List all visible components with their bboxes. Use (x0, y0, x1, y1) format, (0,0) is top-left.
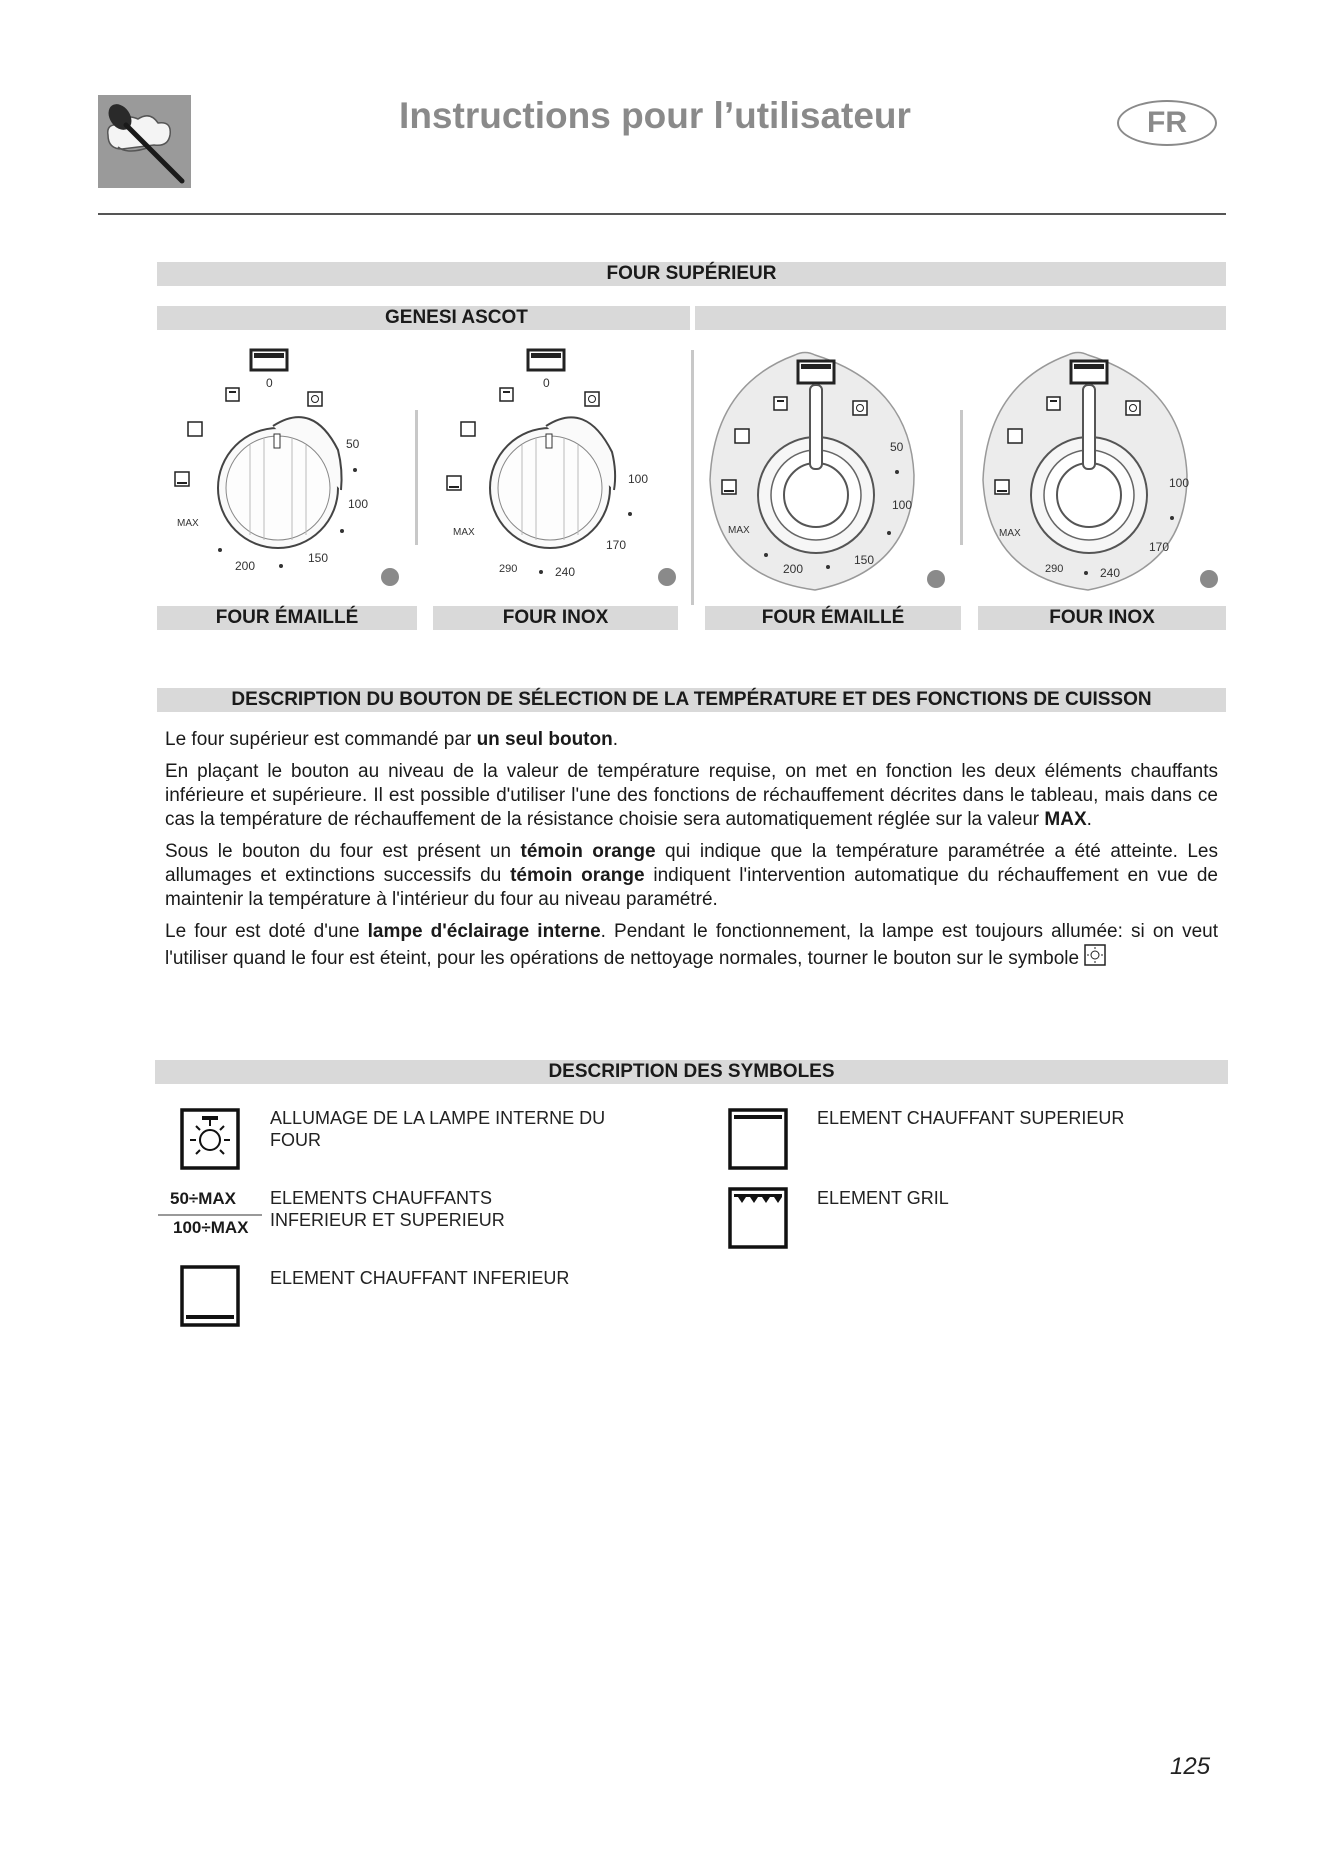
knob-mark-max: MAX (999, 528, 1021, 539)
knob-label: FOUR ÉMAILLÉ (705, 606, 961, 630)
temperature-knob-inox (440, 340, 690, 595)
knob-mark-150: 150 (308, 551, 329, 565)
description-body (165, 728, 1218, 979)
top-heating-element-icon (728, 1108, 788, 1170)
text: qui indique que la température paramétrée a été atteinte. Les allumages et extinctions successifs du (165, 841, 1218, 886)
knob-mark-240: 240 (1100, 566, 1121, 580)
knob-mark-50: 50 (346, 437, 360, 451)
symbol-label-lamp: ALLUMAGE DE LA LAMPE INTERNE DU FOUR (270, 1108, 606, 1150)
grill-element-icon (728, 1187, 788, 1249)
brand-title-bar (157, 306, 690, 330)
text: . (1086, 809, 1092, 830)
paragraph (165, 840, 1218, 912)
knob-mark-290: 290 (499, 563, 518, 575)
range-label-bottom: 100÷MAX (173, 1218, 249, 1237)
temperature-knob-enamel (163, 340, 413, 595)
logo (98, 95, 191, 188)
spoon-chef-hat-icon (98, 95, 191, 188)
bottom-heating-element-icon (180, 1265, 240, 1327)
symbol-label-top-element: ELEMENT CHAUFFANT SUPERIEUR (817, 1108, 1125, 1128)
lamp-icon (1084, 944, 1106, 966)
knob-mark-zero: 0 (266, 376, 273, 390)
indicator-light-icon (1200, 570, 1218, 588)
knob-mark-290: 290 (1045, 563, 1064, 575)
header-divider (98, 213, 1226, 215)
knob-mark-max: MAX (453, 527, 475, 538)
knob-mark-100: 100 (628, 472, 649, 486)
paragraph (165, 728, 1218, 752)
knob-mark-170: 170 (1149, 540, 1170, 554)
brand-title-bar-right (695, 306, 1226, 330)
divider (691, 350, 694, 605)
knob-mark-100: 100 (1169, 476, 1190, 490)
knob-mark-max: MAX (728, 525, 750, 536)
symbol-label-both-elements: ELEMENTS CHAUFFANTS INFERIEUR ET SUPERIEUR (270, 1188, 505, 1230)
divider (960, 410, 963, 545)
section-title-upper-oven: FOUR SUPÉRIEUR (157, 262, 1226, 286)
text: Le four est doté d'une (165, 921, 368, 942)
knob-label: FOUR ÉMAILLÉ (157, 606, 417, 630)
knob-label: FOUR INOX (978, 606, 1226, 630)
text: Sous le bouton du four est présent un (165, 841, 521, 862)
text: . Pendant le fonctionnement, la lampe est toujours allumée: si on veut l'utiliser quand le four est éteint, pour les opérations de nettoyage normales, tourner le bouton sur le symbole (165, 921, 1218, 969)
symbol-label-grill: ELEMENT GRIL (817, 1188, 949, 1208)
symbol-label-bottom-element: ELEMENT CHAUFFANT INFERIEUR (270, 1268, 570, 1288)
indicator-light-icon (658, 568, 676, 586)
knob-mark-150: 150 (854, 553, 875, 567)
language-badge: FR (1117, 100, 1217, 146)
knob-mark-zero: 0 (543, 376, 550, 390)
knob-mark-max: MAX (177, 518, 199, 529)
knob-mark-100: 100 (892, 498, 913, 512)
section-title-description: DESCRIPTION DU BOUTON DE SÉLECTION DE LA TEMPÉRATURE ET DES FONCTIONS DE CUISSON (157, 688, 1226, 712)
emphasis: lampe d'éclairage interne (367, 921, 601, 942)
section-title-symbols: DESCRIPTION DES SYMBOLES (155, 1060, 1228, 1084)
knob-label: FOUR INOX (433, 606, 678, 630)
knob-mark-100: 100 (348, 497, 369, 511)
text: En plaçant le bouton au niveau de la valeur de température requise, on met en fonction les deux éléments chauffants inférieure et supérieure. Il est possible d'utiliser l'une des fonctions de réchauffement décrites dans le tableau, mais dans ce cas la température de réchauffement de la résistance choisie sera automatiquement réglée sur la valeur (165, 761, 1218, 830)
paragraph (165, 920, 1218, 971)
emphasis: témoin orange (510, 865, 645, 886)
knob-mark-50: 50 (890, 440, 904, 454)
page-title: Instructions pour l’utilisateur (399, 95, 911, 136)
emphasis: MAX (1044, 809, 1087, 830)
knob-mark-200: 200 (235, 559, 256, 573)
brand-title: GENESI ASCOT (385, 307, 528, 328)
knob-mark-200: 200 (783, 562, 804, 576)
paragraph (165, 760, 1218, 832)
divider (415, 410, 418, 545)
text: . (612, 729, 618, 750)
page-number: 125 (1170, 1753, 1211, 1780)
text: Le four supérieur est commandé par (165, 729, 477, 750)
knob-mark-240: 240 (555, 565, 576, 579)
temperature-knob-inox (973, 345, 1228, 600)
range-divider (158, 1214, 262, 1216)
range-label-top: 50÷MAX (170, 1189, 237, 1208)
text: indiquent l'intervention automatique du réchauffement en vue de maintenir la température à l'intérieur du four au niveau paramétré. (165, 865, 1218, 910)
lamp-icon (180, 1108, 240, 1170)
indicator-light-icon (381, 568, 399, 586)
emphasis: un seul bouton (476, 729, 613, 750)
knob-mark-170: 170 (606, 538, 627, 552)
temperature-knob-enamel (700, 345, 955, 600)
emphasis: témoin orange (520, 841, 656, 862)
indicator-light-icon (927, 570, 945, 588)
